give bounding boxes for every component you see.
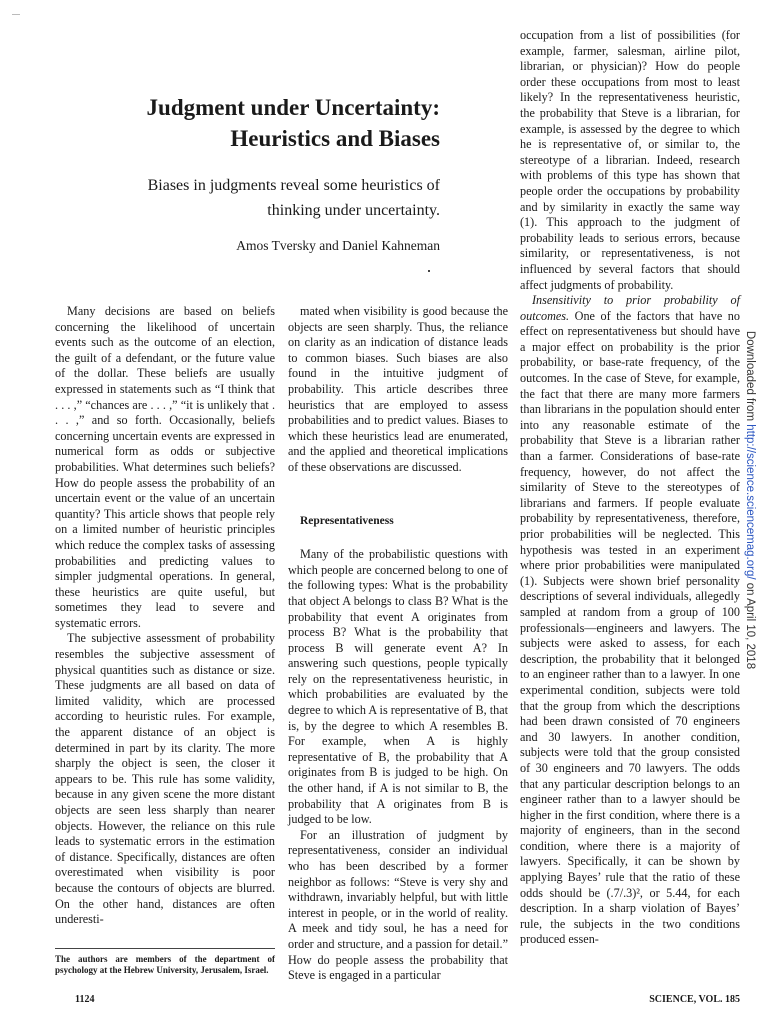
article-subtitle [110,173,440,223]
paragraph: For an illustration of judgment by representativeness, consider an individual who has been described by a former neighbor as follows: “Steve is very shy and withdrawn, invariably helpful, but with little interest in people, or in the world of reality. A meek and tidy soul, he has a need for order and structure, and a passion for detail.” How do people assess the probability that Steve is engaged in a particular [288,827,508,983]
scan-speck [428,270,430,272]
column-2 [288,304,508,984]
article-title [110,92,440,154]
title-line-1: Judgment under Uncertainty: [146,95,440,120]
paragraph [520,293,740,948]
stamp-prefix: Downloaded from [744,330,756,425]
column-3 [520,28,740,948]
title-line-2: Heuristics and Biases [230,126,440,151]
article-authors: Amos Tversky and Daniel Kahneman [236,238,440,253]
journal-footer: SCIENCE, VOL. 185 [649,994,740,1005]
paragraph: mated when visibility is good because the objects are seen sharply. Thus, the reliance on clarity as an indication of distance leads to common biases. Such biases are also found in the intuitive judgment of probability. This article describes three heuristics that are employed to assess probabilities and to predict values. Biases to which these heuristics lead are enumerated, and the applied and theoretical implications of these observations are discussed. [288,304,508,474]
stamp-link[interactable]: http://science.sciencemag.org/ [744,424,756,580]
paragraph: Many of the probabilistic questions with which people are concerned belong to one of the following types: What is the probability that object A belongs to class B? What is the probability that event A originates from process B? What is the probability that process B will generate event A? In answering such questions, people typically rely on the representativeness heuristic, in which probabilities are evaluated by the degree to which A is representative of B, that is, by the degree to which A resembles B. For example, when A is highly representative of B, the probability that A originates from B is judged to be high. On the other hand, if A is not similar to B, the probability that A originates from B is judged to be low. [288,547,508,827]
subsection-lead: Insensitivity to prior probability of outcomes. [520,293,740,323]
section-heading: Representativeness [300,514,394,527]
subtitle-line-2: thinking under uncertainty. [267,202,440,219]
paragraph-text: One of the factors that have no effect on representativeness but should have a major effect on probability is the prior probability, or base-rate frequency, of the outcomes. In the case of Steve, for example, the fact that there are many more farmers than librarians in the population should enter into any reasonable estimate of the probability that Steve is a librarian rather than a farmer. Considerations of base-rate frequency, however, do not affect the similarity of Steve to the stereotypes of librarians and farmers. If people evaluate probability by representativeness, therefore, prior probabilities will be neglected. This hypothesis was tested in an experiment where prior probabilities were manipulated (1). Subjects were shown brief personality descriptions of several individuals, allegedly sampled at random from a group of 100 professionals—engineers and lawyers. The subjects were asked to assess, for each description, the probability that it belonged to an engineer rather than to a lawyer. In one experimental condition, subjects were told that the group from which the descriptions had been drawn consisted of 70 engineers and 30 lawyers. In another condition, subjects were told that the group consisted of 30 engineers and 70 lawyers. The odds that any particular description belongs to an engineer rather than to a lawyer should be higher in the first condition, where there is a majority of engineers, than in the second condition, where there is a majority of lawyers. Specifically, it can be shown by applying Bayes’ rule that the ratio of these odds should be (.7/.3)², or 5.44, for each description. In a sharp violation of Bayes’ rule, the subjects in the two conditions produced essen- [520,308,740,947]
paragraph: occupation from a list of possibilities (for example, farmer, salesman, airline pilot, librarian, or physician)? How do people order these occupations from most to least likely? In the representativeness heuristic, the probability that Steve is a librarian, for example, is assessed by the degree to which he is representative of, or similar to, the stereotype of a librarian. Indeed, research with problems of this type has shown that people order the occupations by probability and by similarity in exactly the same way (1). This approach to the judgment of probability leads to serious errors, because similarity, or representativeness, is not influenced by several factors that should affect judgments of probability. [520,28,740,292]
download-stamp [744,331,756,669]
stamp-suffix: on April 10, 2018 [744,579,756,670]
page-number: 1124 [75,994,95,1005]
footnote: The authors are members of the department of psychology at the Hebrew University, Jerusalem, Israel. [55,954,275,975]
footnote-divider [55,948,275,949]
subtitle-line-1: Biases in judgments reveal some heuristics of [147,177,440,194]
paragraph: The subjective assessment of probability resembles the subjective assessment of physical quantities such as distance or size. These judgments are all based on data of limited validity, which are processed according to heuristic rules. For example, the apparent distance of an object is determined in part by its clarity. The more sharply the object is seen, the closer it appears to be. This rule has some validity, because in any given scene the more distant objects are seen less sharply than nearer objects. However, the reliance on this rule leads to systematic errors in the estimation of distance. Specifically, distances are often overestimated when visibility is poor because the contours of objects are blurred. On the other hand, distances are often underesti- [55,631,275,927]
paragraph: Many decisions are based on beliefs concerning the likelihood of uncertain events such as the outcome of an election, the guilt of a defendant, or the future value of the dollar. These beliefs are usually expressed in statements such as “I think that . . . ,” “chances are . . . ,” “it is unlikely that . . . ,” and so forth. Occasionally, beliefs concerning uncertain events are expressed in numerical form as odds or subjective probabilities. What determines such beliefs? How do people assess the probability of an uncertain event or the value of an uncertain quantity? This article shows that people rely on a limited number of heuristic principles which reduce the complex tasks of assessing probabilities and predicting values to simpler judgmental operations. In general, these heuristics are quite useful, but sometimes they lead to severe and systematic errors. [55,304,275,630]
scan-mark [12,14,20,15]
column-1 [55,304,275,928]
